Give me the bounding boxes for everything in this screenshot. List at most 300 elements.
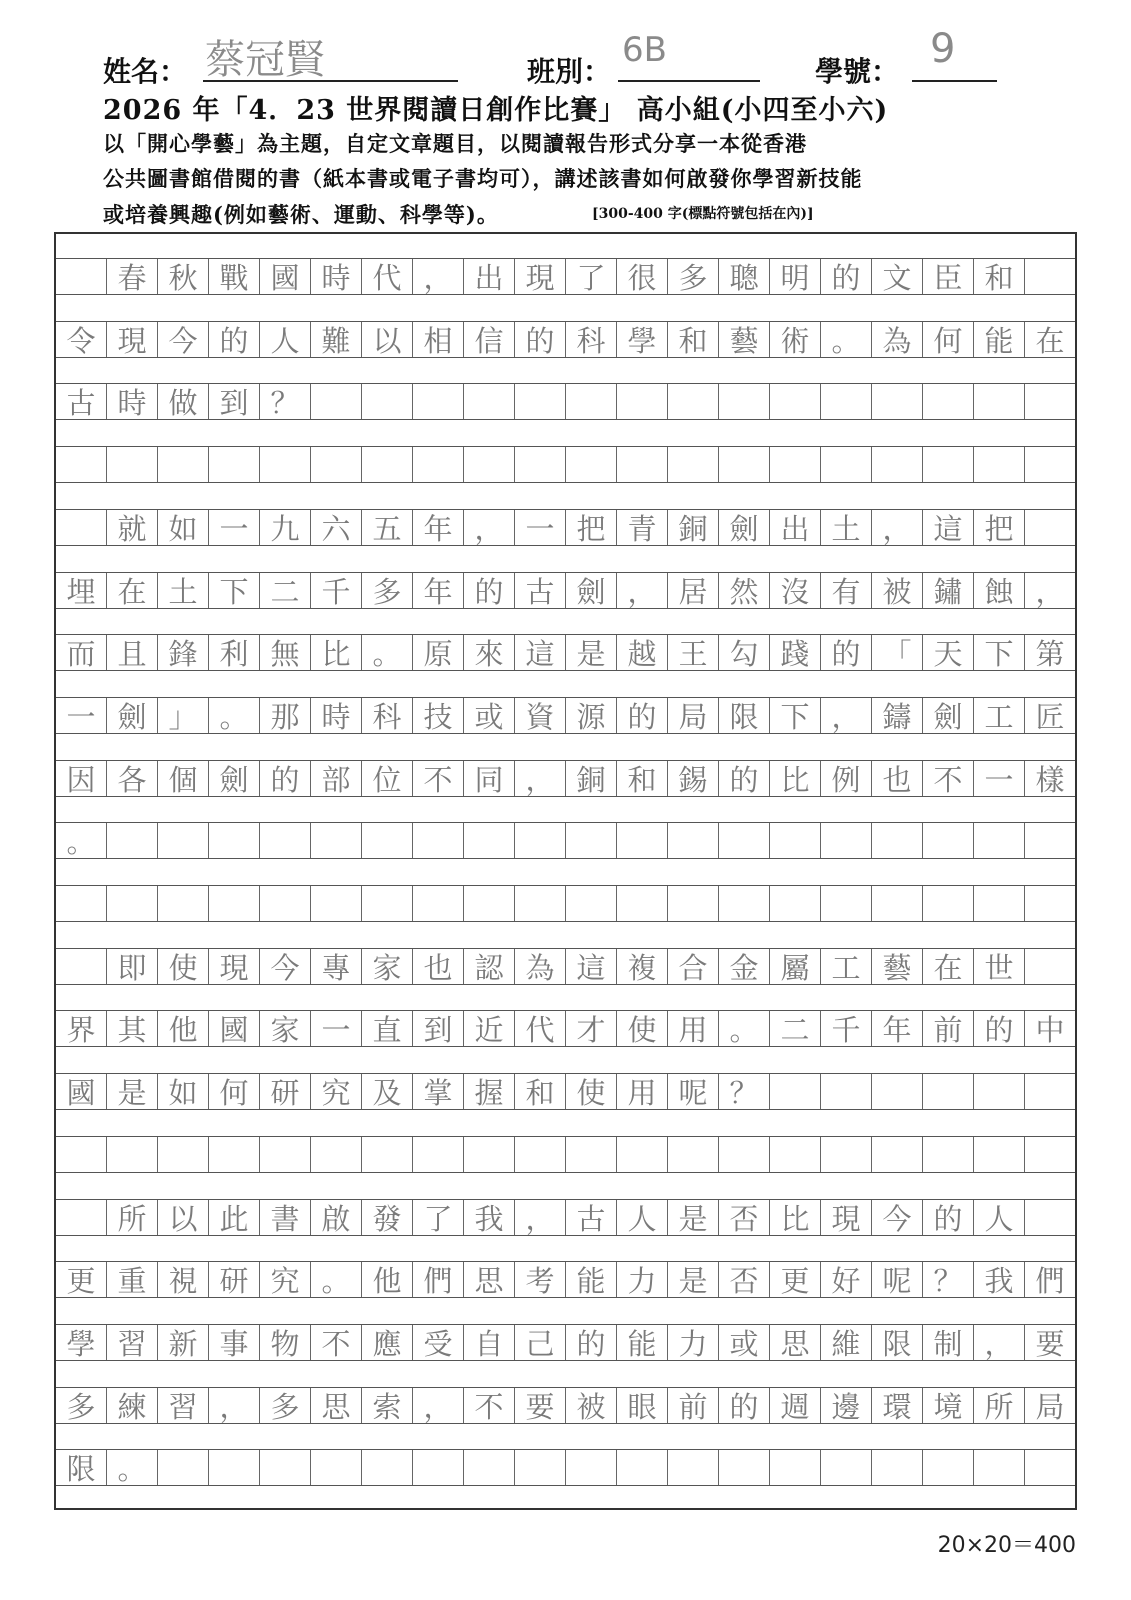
grid-cell: ，: [1035, 574, 1065, 609]
grid-cell: [362, 384, 413, 419]
grid-cell: 青: [617, 510, 668, 545]
grid-cell: [413, 823, 464, 858]
grid-cell: 樣: [1035, 762, 1065, 797]
grid-cell: 要: [1035, 1326, 1065, 1361]
grid-cell: 利: [209, 635, 260, 670]
grid-cell: 家: [362, 949, 413, 984]
grid-cell: 第: [1035, 637, 1065, 672]
grid-row: [56, 1073, 1075, 1110]
grid-cell: [413, 886, 464, 921]
grid-cell: 。: [821, 322, 872, 357]
grid-cell: 思: [770, 1325, 821, 1360]
grid-cell: 今: [158, 322, 209, 357]
grid-cell: 天: [923, 635, 974, 670]
grid-cell: 的: [719, 1388, 770, 1423]
grid-cell: 的: [464, 573, 515, 608]
grid-row: [56, 1199, 1075, 1236]
grid-cell: 應: [362, 1325, 413, 1360]
grid-cell: 限: [719, 698, 770, 733]
grid-cell: [1025, 823, 1075, 858]
grid-cell: [872, 823, 923, 858]
grid-cell: 沒: [770, 573, 821, 608]
grid-cell: 如: [158, 1074, 209, 1109]
grid-cell: 新: [158, 1325, 209, 1360]
grid-cell: [107, 1137, 158, 1172]
grid-cell: 劍: [566, 573, 617, 608]
grid-cell: 其: [107, 1011, 158, 1046]
grid-cell: 局: [1035, 1389, 1065, 1424]
grid-cell: 代: [515, 1011, 566, 1046]
instruction-line-3: 或培養興趣(例如藝術、運動、科學等)。: [103, 202, 499, 227]
grid-cell: [617, 1137, 668, 1172]
grid-cell: 受: [413, 1325, 464, 1360]
grid-cell: 研: [209, 1262, 260, 1297]
grid-cell: 出: [464, 259, 515, 294]
grid-cell: 二: [260, 573, 311, 608]
grid-cell: [209, 886, 260, 921]
grid-cell: [209, 823, 260, 858]
grid-cell: [362, 447, 413, 482]
grid-cell: 家: [260, 1011, 311, 1046]
grid-cell: 位: [362, 761, 413, 796]
grid-cell: 劍: [209, 761, 260, 796]
grid-cell: [974, 447, 1025, 482]
grid-cell: 把: [566, 510, 617, 545]
grid-cell: 和: [668, 322, 719, 357]
grid-cell: 例: [821, 761, 872, 796]
grid-cell: [923, 447, 974, 482]
grid-cell: [668, 1137, 719, 1172]
grid-cell: 今: [260, 949, 311, 984]
grid-cell: [668, 886, 719, 921]
grid-cell: 否: [719, 1200, 770, 1235]
grid-cell: 五: [362, 510, 413, 545]
grid-cell: [770, 1450, 821, 1485]
grid-cell: 居: [668, 573, 719, 608]
grid-row: [56, 446, 1075, 483]
grid-cell: 相: [413, 322, 464, 357]
grid-cell: 出: [770, 510, 821, 545]
grid-cell: 不: [413, 761, 464, 796]
grid-cell: 埋: [56, 573, 107, 608]
grid-cell: 能: [974, 322, 1025, 357]
grid-cell: 且: [107, 635, 158, 670]
grid-cell: [107, 823, 158, 858]
grid-cell: 限: [56, 1450, 107, 1485]
grid-cell: [821, 447, 872, 482]
grid-cell: [974, 886, 1025, 921]
grid-cell: 事: [209, 1325, 260, 1360]
grid-cell: ，: [821, 698, 872, 733]
grid-cell: [515, 384, 566, 419]
grid-cell: [515, 886, 566, 921]
grid-cell: 人: [260, 322, 311, 357]
grid-cell: 習: [158, 1388, 209, 1423]
grid-cell: 世: [974, 949, 1025, 984]
grid-cell: 。: [209, 698, 260, 733]
grid-cell: 力: [617, 1262, 668, 1297]
grid-cell: [617, 384, 668, 419]
grid-cell: [617, 1450, 668, 1485]
grid-cell: [923, 823, 974, 858]
grid-cell: 以: [362, 322, 413, 357]
grid-cell: [56, 886, 107, 921]
grid-cell: [821, 384, 872, 419]
grid-row: [56, 948, 1075, 985]
grid-cell: [770, 384, 821, 419]
grid-cell: [872, 1074, 923, 1109]
grid-cell: [464, 1450, 515, 1485]
grid-cell: 國: [260, 259, 311, 294]
grid-cell: 時: [311, 259, 362, 294]
grid-cell: 才: [566, 1011, 617, 1046]
grid-cell: 今: [872, 1200, 923, 1235]
grid-cell: 能: [566, 1262, 617, 1297]
grid-cell: 學: [617, 322, 668, 357]
grid-cell: 他: [362, 1262, 413, 1297]
grid-cell: 勾: [719, 635, 770, 670]
grid-cell: [158, 447, 209, 482]
grid-cell: 六: [311, 510, 362, 545]
grid-cell: [362, 1450, 413, 1485]
grid-cell: 比: [770, 1200, 821, 1235]
grid-cell: 錫: [668, 761, 719, 796]
grid-cell: 。: [719, 1011, 770, 1046]
grid-cell: [464, 1137, 515, 1172]
grid-cell: 更: [770, 1262, 821, 1297]
class-label: 班別：: [527, 55, 612, 88]
grid-cell: 握: [464, 1074, 515, 1109]
grid-cell: [974, 1450, 1025, 1485]
grid-cell: 以: [158, 1200, 209, 1235]
grid-cell: 令: [56, 322, 107, 357]
grid-row: [56, 572, 1075, 609]
grid-cell: [923, 1074, 974, 1109]
grid-cell: 劍: [107, 698, 158, 733]
grid-cell: [260, 1450, 311, 1485]
grid-cell: 維: [821, 1325, 872, 1360]
grid-cell: 研: [260, 1074, 311, 1109]
grid-cell: [107, 447, 158, 482]
grid-cell: 的: [821, 635, 872, 670]
grid-cell: 時: [107, 384, 158, 419]
name-label: 姓名：: [103, 55, 188, 88]
grid-cell: 把: [974, 510, 1025, 545]
grid-cell: 。: [107, 1450, 158, 1485]
grid-cell: 年: [872, 1011, 923, 1046]
grid-cell: 的: [209, 322, 260, 357]
grid-cell: 如: [158, 510, 209, 545]
number-value: 9: [930, 26, 956, 72]
grid-cell: 部: [311, 761, 362, 796]
grid-cell: ，: [515, 761, 566, 796]
grid-cell: [56, 447, 107, 482]
grid-cell: 人: [617, 1200, 668, 1235]
grid-cell: [1025, 447, 1075, 482]
grid-cell: [260, 1137, 311, 1172]
grid-cell: ，: [464, 510, 515, 545]
grid-cell: 啟: [311, 1200, 362, 1235]
grid-cell: 有: [821, 573, 872, 608]
number-label: 學號：: [815, 55, 900, 88]
grid-cell: [56, 510, 107, 545]
grid-cell: 踐: [770, 635, 821, 670]
grid-cell: [413, 1450, 464, 1485]
grid-cell: 要: [515, 1388, 566, 1423]
grid-cell: 金: [719, 949, 770, 984]
grid-cell: 複: [617, 949, 668, 984]
grid-cell: [209, 447, 260, 482]
name-value: 蔡冠賢: [205, 37, 325, 83]
grid-cell: 我: [464, 1200, 515, 1235]
grid-cell: [362, 1137, 413, 1172]
grid-cell: [464, 384, 515, 419]
grid-cell: 不: [311, 1325, 362, 1360]
grid-cell: [821, 823, 872, 858]
grid-cell: 限: [872, 1325, 923, 1360]
grid-cell: 聰: [719, 259, 770, 294]
grid-row: [56, 509, 1075, 546]
grid-cell: 考: [515, 1262, 566, 1297]
grid-cell: [566, 384, 617, 419]
grid-cell: ，: [413, 259, 464, 294]
grid-cell: 這: [566, 949, 617, 984]
grid-cell: [413, 1137, 464, 1172]
name-underline: [203, 80, 458, 82]
grid-cell: 專: [311, 949, 362, 984]
grid-cell: 信: [464, 322, 515, 357]
grid-cell: 境: [923, 1388, 974, 1423]
grid-cell: 人: [974, 1200, 1025, 1235]
grid-cell: 比: [311, 635, 362, 670]
grid-cell: [566, 447, 617, 482]
grid-cell: [821, 1137, 872, 1172]
grid-cell: 好: [821, 1262, 872, 1297]
grid-cell: 多: [362, 573, 413, 608]
grid-cell: 邊: [821, 1388, 872, 1423]
grid-cell: [617, 886, 668, 921]
grid-cell: 土: [821, 510, 872, 545]
grid-cell: 現: [821, 1200, 872, 1235]
grid-cell: 書: [260, 1200, 311, 1235]
grid-cell: 也: [872, 761, 923, 796]
grid-cell: [872, 886, 923, 921]
grid-cell: 一: [974, 761, 1025, 796]
grid-cell: 自: [464, 1325, 515, 1360]
grid-cell: [56, 1137, 107, 1172]
grid-cell: [56, 949, 107, 984]
grid-cell: 古: [56, 384, 107, 419]
grid-cell: 此: [209, 1200, 260, 1235]
grid-cell: 索: [362, 1388, 413, 1423]
grid-cell: 這: [923, 510, 974, 545]
grid-row: [56, 383, 1075, 420]
grid-cell: [821, 886, 872, 921]
grid-cell: [821, 1074, 872, 1109]
grid-cell: 眼: [617, 1388, 668, 1423]
grid-cell: 也: [413, 949, 464, 984]
grid-cell: 制: [923, 1325, 974, 1360]
grid-cell: 。: [362, 635, 413, 670]
grid-cell: 千: [821, 1011, 872, 1046]
grid-cell: [719, 823, 770, 858]
grid-cell: [107, 886, 158, 921]
grid-cell: 和: [974, 259, 1025, 294]
grid-cell: 年: [413, 510, 464, 545]
grid-cell: 了: [566, 259, 617, 294]
grid-cell: 在: [923, 949, 974, 984]
grid-cell: 各: [107, 761, 158, 796]
grid-cell: [566, 886, 617, 921]
grid-cell: [566, 1450, 617, 1485]
grid-cell: ，: [872, 510, 923, 545]
grid-cell: 春: [107, 259, 158, 294]
grid-cell: 為: [515, 949, 566, 984]
grid-cell: 用: [617, 1074, 668, 1109]
grid-cell: 學: [56, 1325, 107, 1360]
grid-cell: 的: [821, 259, 872, 294]
grid-cell: 他: [158, 1011, 209, 1046]
grid-cell: [158, 1137, 209, 1172]
grid-cell: 的: [719, 761, 770, 796]
grid-row: [56, 1449, 1075, 1486]
grid-row: [56, 1261, 1075, 1298]
grid-cell: [1025, 886, 1075, 921]
grid-cell: 直: [362, 1011, 413, 1046]
grid-cell: [209, 1450, 260, 1485]
grid-cell: 戰: [209, 259, 260, 294]
grid-cell: [770, 447, 821, 482]
grid-cell: 二: [770, 1011, 821, 1046]
grid-cell: ，: [515, 1200, 566, 1235]
grid-cell: 物: [260, 1325, 311, 1360]
grid-row: [56, 321, 1075, 358]
grid-cell: [566, 823, 617, 858]
grid-cell: 視: [158, 1262, 209, 1297]
grid-cell: 掌: [413, 1074, 464, 1109]
grid-cell: [923, 1450, 974, 1485]
grid-row: [56, 885, 1075, 922]
grid-cell: 及: [362, 1074, 413, 1109]
grid-cell: 王: [668, 635, 719, 670]
grid-cell: 科: [566, 322, 617, 357]
instruction-line-2: 公共圖書館借閱的書（紙本書或電子書均可），講述該書如何啟發你學習新技能: [103, 166, 863, 191]
instruction-line-1: 以「開心學藝」為主題，自定文章題目，以閱讀報告形式分享一本從香港: [103, 131, 807, 156]
grid-cell: 習: [107, 1325, 158, 1360]
grid-cell: 的: [515, 322, 566, 357]
grid-cell: ，: [209, 1388, 260, 1423]
number-underline: [912, 80, 997, 82]
grid-cell: [260, 886, 311, 921]
grid-cell: [974, 384, 1025, 419]
grid-cell: 藝: [719, 322, 770, 357]
grid-cell: 發: [362, 1200, 413, 1235]
grid-cell: [311, 1450, 362, 1485]
grid-cell: 了: [413, 1200, 464, 1235]
grid-cell: 多: [668, 259, 719, 294]
grid-cell: 鑄: [872, 698, 923, 733]
grid-cell: 的: [617, 698, 668, 733]
grid-cell: [872, 1137, 923, 1172]
grid-cell: 銅: [566, 761, 617, 796]
class-value: 6B: [622, 30, 667, 70]
grid-cell: 多: [56, 1388, 107, 1423]
grid-row: [56, 697, 1075, 734]
grid-cell: [209, 1137, 260, 1172]
grid-cell: 蝕: [974, 573, 1025, 608]
grid-cell: 週: [770, 1388, 821, 1423]
grid-cell: 越: [617, 635, 668, 670]
grid-cell: [311, 886, 362, 921]
grid-cell: 同: [464, 761, 515, 796]
grid-cell: 中: [1035, 1013, 1065, 1048]
grid-cell: 古: [566, 1200, 617, 1235]
grid-row: [56, 1387, 1075, 1424]
grid-row: [56, 634, 1075, 671]
grid-cell: 臣: [923, 259, 974, 294]
grid-cell: 能: [617, 1325, 668, 1360]
grid-cell: 土: [158, 573, 209, 608]
grid-cell: 界: [56, 1011, 107, 1046]
grid-cell: 的: [923, 1200, 974, 1235]
grid-cell: 來: [464, 635, 515, 670]
grid-cell: ？: [260, 384, 311, 419]
grid-cell: 做: [158, 384, 209, 419]
grid-cell: 因: [56, 761, 107, 796]
grid-cell: [668, 384, 719, 419]
grid-size-note: 20×20＝400: [937, 1533, 1076, 1558]
grid-cell: [362, 886, 413, 921]
grid-cell: [719, 1137, 770, 1172]
grid-cell: [770, 1074, 821, 1109]
grid-cell: 九: [260, 510, 311, 545]
grid-cell: ，: [617, 573, 668, 608]
grid-cell: 然: [719, 573, 770, 608]
grid-row: [56, 258, 1075, 295]
grid-cell: [974, 1137, 1025, 1172]
grid-cell: 下: [974, 635, 1025, 670]
grid-cell: 劍: [923, 698, 974, 733]
grid-cell: 鋒: [158, 635, 209, 670]
grid-cell: [1025, 949, 1075, 984]
grid-cell: 使: [617, 1011, 668, 1046]
grid-cell: 明: [770, 259, 821, 294]
grid-cell: ？: [923, 1262, 974, 1297]
grid-cell: 使: [566, 1074, 617, 1109]
grid-cell: 屬: [770, 949, 821, 984]
grid-cell: 秋: [158, 259, 209, 294]
grid-cell: 這: [515, 635, 566, 670]
grid-cell: 究: [260, 1262, 311, 1297]
grid-cell: [158, 1450, 209, 1485]
grid-cell: 在: [107, 573, 158, 608]
grid-cell: 重: [107, 1262, 158, 1297]
grid-cell: [515, 447, 566, 482]
grid-cell: 技: [413, 698, 464, 733]
grid-cell: [1025, 259, 1075, 294]
grid-cell: [719, 447, 770, 482]
grid-cell: [1025, 1074, 1075, 1109]
grid-cell: 一: [209, 510, 260, 545]
grid-cell: [464, 886, 515, 921]
grid-cell: 個: [158, 761, 209, 796]
grid-cell: 被: [872, 573, 923, 608]
grid-cell: 近: [464, 1011, 515, 1046]
grid-cell: 局: [668, 698, 719, 733]
grid-cell: 。: [56, 823, 107, 858]
grid-cell: 何: [923, 322, 974, 357]
grid-cell: 到: [209, 384, 260, 419]
